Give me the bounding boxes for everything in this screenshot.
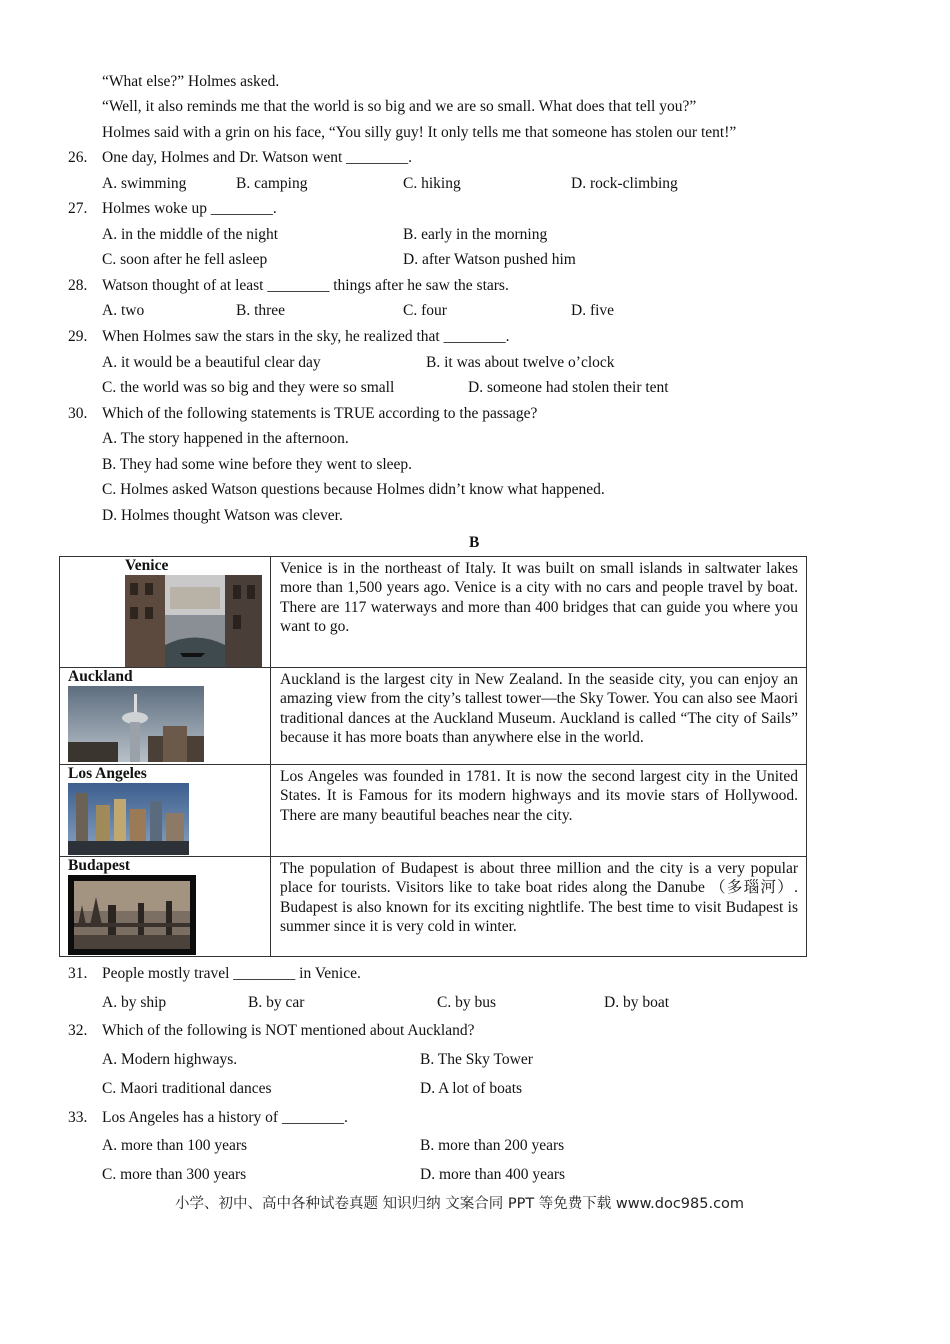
question-stem: Holmes woke up ________. (102, 200, 277, 217)
option: D. rock-climbing (571, 175, 678, 192)
los-angeles-photo (68, 783, 189, 855)
option: D. more than 400 years (420, 1166, 566, 1183)
option: B. They had some wine before they went to sleep. (102, 456, 413, 473)
option: A. in the middle of the night (102, 226, 279, 243)
story-line: Holmes said with a grin on his face, “You silly guy! It only tells me that someone has stolen our tent!” (102, 124, 737, 141)
table-row (60, 857, 807, 957)
city-cell (60, 557, 271, 668)
question-number: 33. (68, 1109, 88, 1126)
city-name: Auckland (68, 668, 133, 685)
question-number: 28. (68, 277, 88, 294)
option: B. it was about twelve o’clock (426, 354, 615, 371)
question-stem: Which of the following statements is TRUE according to the passage? (102, 405, 538, 422)
option: C. Holmes asked Watson questions because Holmes didn’t know what happened. (102, 481, 605, 498)
option: C. hiking (403, 175, 461, 192)
table-row (60, 557, 807, 668)
city-table (59, 556, 807, 957)
city-description: Venice is in the northeast of Italy. It was built on small islands in saltwater lakes more than 1,500 years ago. Venice is a city with no cars and people travel by boat. There are 117 waterways and more than 400 bridges that can guide you where you want to go. (271, 557, 807, 668)
option: A. it would be a beautiful clear day (102, 354, 321, 371)
story-line: “Well, it also reminds me that the world is so big and we are so small. What does that tell you?” (102, 98, 697, 115)
question-number: 26. (68, 149, 88, 166)
option: C. the world was so big and they were so small (102, 379, 395, 396)
option: D. by boat (604, 994, 670, 1011)
city-cell (60, 668, 271, 765)
auckland-photo (68, 686, 204, 762)
option: B. early in the morning (403, 226, 548, 243)
story-line: “What else?” Holmes asked. (102, 73, 280, 90)
option: D. A lot of boats (420, 1080, 523, 1097)
city-cell (60, 857, 271, 957)
option: D. Holmes thought Watson was clever. (102, 507, 343, 524)
option: B. camping (236, 175, 308, 192)
city-cell (60, 765, 271, 857)
option: C. four (403, 302, 447, 319)
option: C. soon after he fell asleep (102, 251, 268, 268)
option: B. The Sky Tower (420, 1051, 533, 1068)
city-name: Los Angeles (68, 765, 147, 782)
budapest-photo (68, 875, 196, 955)
city-name: Budapest (68, 857, 131, 874)
table-row (60, 668, 807, 765)
question-stem: People mostly travel ________ in Venice. (102, 965, 361, 982)
city-description: Auckland is the largest city in New Zealand. In the seaside city, you can enjoy an amazing view from the city’s tallest tower—the Sky Tower. You can also see Maori traditional dances at the Auckland Museum. Auckland is called “The city of Sails” because it has more boats than anywhere else in the world. (271, 668, 807, 765)
option: C. Maori traditional dances (102, 1080, 272, 1097)
option: D. after Watson pushed him (403, 251, 576, 268)
option: D. five (571, 302, 615, 319)
question-stem: One day, Holmes and Dr. Watson went ________. (102, 149, 412, 166)
venice-photo (125, 575, 262, 667)
city-description: The population of Budapest is about three million and the city is a very popular place for tourists. Visitors like to take boat rides along the Danube （多瑙河）. Budapest is also known for its exciting nightlife. The best time to visit Budapest is summer since it is very cold in winter. (271, 857, 807, 957)
option: B. more than 200 years (420, 1137, 565, 1154)
option: B. three (236, 302, 286, 319)
option: A. two (102, 302, 145, 319)
option: C. more than 300 years (102, 1166, 247, 1183)
question-number: 32. (68, 1022, 88, 1039)
table-row (60, 765, 807, 857)
option: B. by car (248, 994, 305, 1011)
question-stem: Which of the following is NOT mentioned about Auckland? (102, 1022, 475, 1039)
question-number: 30. (68, 405, 88, 422)
option: A. Modern highways. (102, 1051, 238, 1068)
question-number: 27. (68, 200, 88, 217)
city-name: Venice (125, 557, 169, 574)
option: A. The story happened in the afternoon. (102, 430, 349, 447)
option: A. swimming (102, 175, 187, 192)
option: A. by ship (102, 994, 167, 1011)
option: C. by bus (437, 994, 496, 1011)
question-stem: When Holmes saw the stars in the sky, he realized that ________. (102, 328, 510, 345)
option: D. someone had stolen their tent (468, 379, 669, 396)
question-stem: Los Angeles has a history of ________. (102, 1109, 348, 1126)
question-number: 29. (68, 328, 88, 345)
page-footer: 小学、初中、高中各种试卷真题 知识归纳 文案合同 PPT 等免费下载 www.doc985.com (175, 1196, 745, 1212)
option: A. more than 100 years (102, 1137, 248, 1154)
section-label: B (469, 534, 480, 551)
question-number: 31. (68, 965, 88, 982)
city-description: Los Angeles was founded in 1781. It is now the second largest city in the United States. It is Famous for its modern highways and its movie stars of Hollywood. There are many beautiful beaches near the city. (271, 765, 807, 857)
question-stem: Watson thought of at least ________ things after he saw the stars. (102, 277, 509, 294)
